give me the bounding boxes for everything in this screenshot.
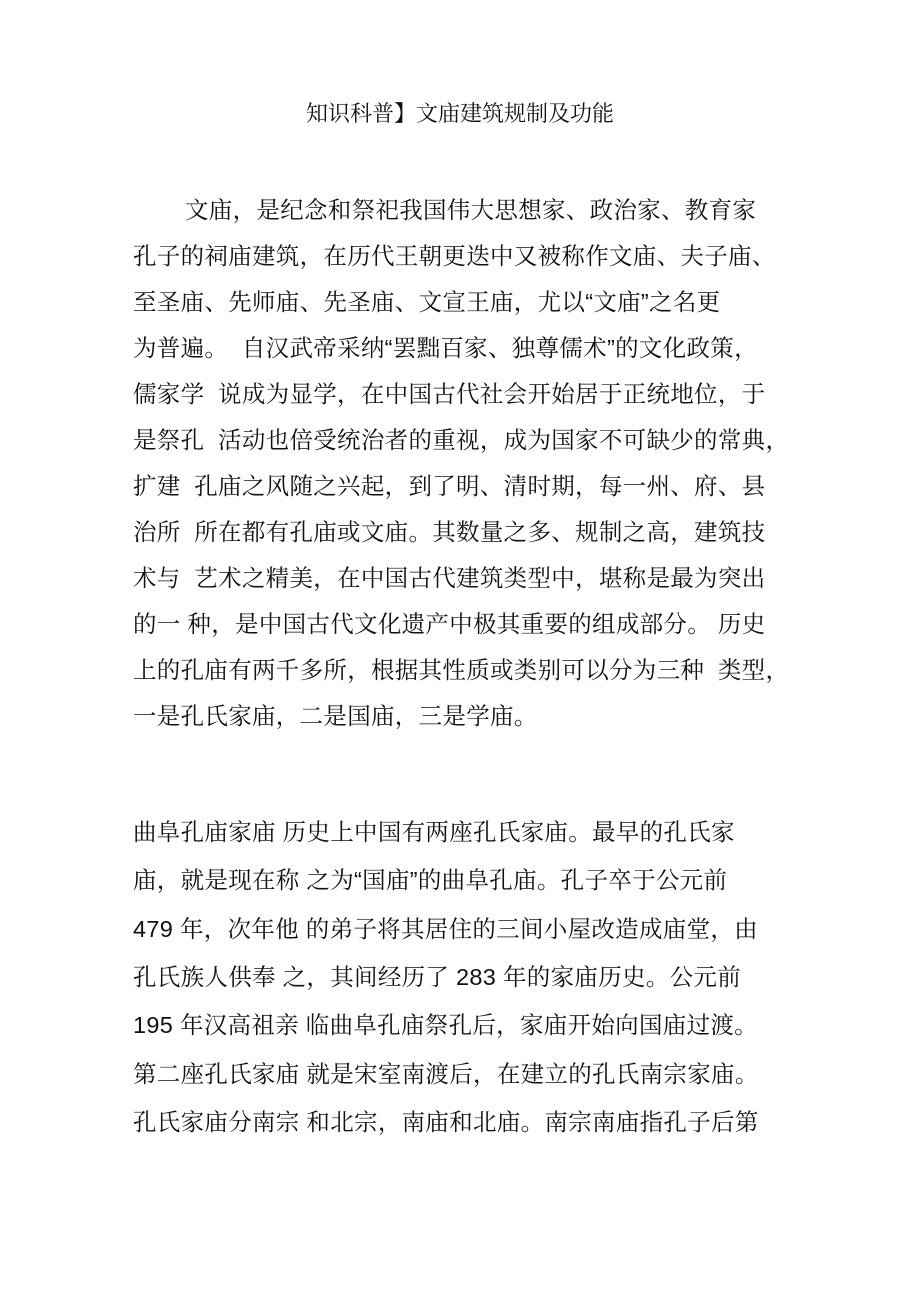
text-line: 第二座孔氏家庙 就是宋室南渡后，在建立的孔氏南宗家庙。 [133, 1060, 759, 1087]
text-line: 479 年，次年他 的弟子将其居住的三间小屋改造成庙堂，由 [133, 915, 758, 942]
text-line: 术与 艺术之精美，在中国古代建筑类型中，堪称是最为突出 [133, 565, 766, 591]
text-line: 至圣庙、先师庙、先圣庙、文宣王庙，尤以“文庙”之名更 [133, 289, 721, 315]
text-line: 孔氏家庙分南宗 和北宗，南庙和北庙。南宗南庙指孔子后第 [133, 1108, 759, 1135]
text-line: 为普遍。 自汉武帝采纳“罢黜百家、独尊儒术”的文化政策， [133, 335, 758, 361]
text-line: 一是孔氏家庙，二是国庙，三是学庙。 [133, 703, 538, 729]
text-line: 庙，就是现在称 之为“国庙”的曲阜孔庙。孔子卒于公元前 [133, 867, 728, 894]
text-line: 治所 所在都有孔庙或文庙。其数量之多、规制之高，建筑技 [133, 519, 766, 545]
text-line: 扩建 孔庙之风随之兴起，到了明、清时期，每一州、府、县 [133, 473, 766, 499]
text-line: 文庙，是纪念和祭祀我国伟大思想家、政治家、教育家 [185, 197, 757, 223]
text-line: 195 年汉高祖亲 临曲阜孔庙祭孔后，家庙开始向国庙过渡。 [133, 1012, 758, 1039]
text-line: 上的孔庙有两千多所，根据其性质或类别可以分为三种 类型， [133, 657, 790, 683]
document-title: 知识科普】文庙建筑规制及功能 [305, 102, 614, 127]
text-line: 的一 种，是中国古代文化遗产中极其重要的组成部分。 历史 [133, 611, 766, 637]
text-line: 曲阜孔庙家庙 历史上中国有两座孔氏家庙。最早的孔氏家 [133, 819, 735, 845]
text-line: 孔子的祠庙建筑，在历代王朝更迭中又被称作文庙、夫子庙、 [133, 243, 776, 269]
text-line: 孔氏族人供奉 之，其间经历了 283 年的家庙历史。公元前 [133, 963, 741, 990]
text-line: 是祭孔 活动也倍受统治者的重视，成为国家不可缺少的常典， [133, 427, 790, 453]
text-line: 儒家学 说成为显学，在中国古代社会开始居于正统地位，于 [133, 381, 766, 407]
